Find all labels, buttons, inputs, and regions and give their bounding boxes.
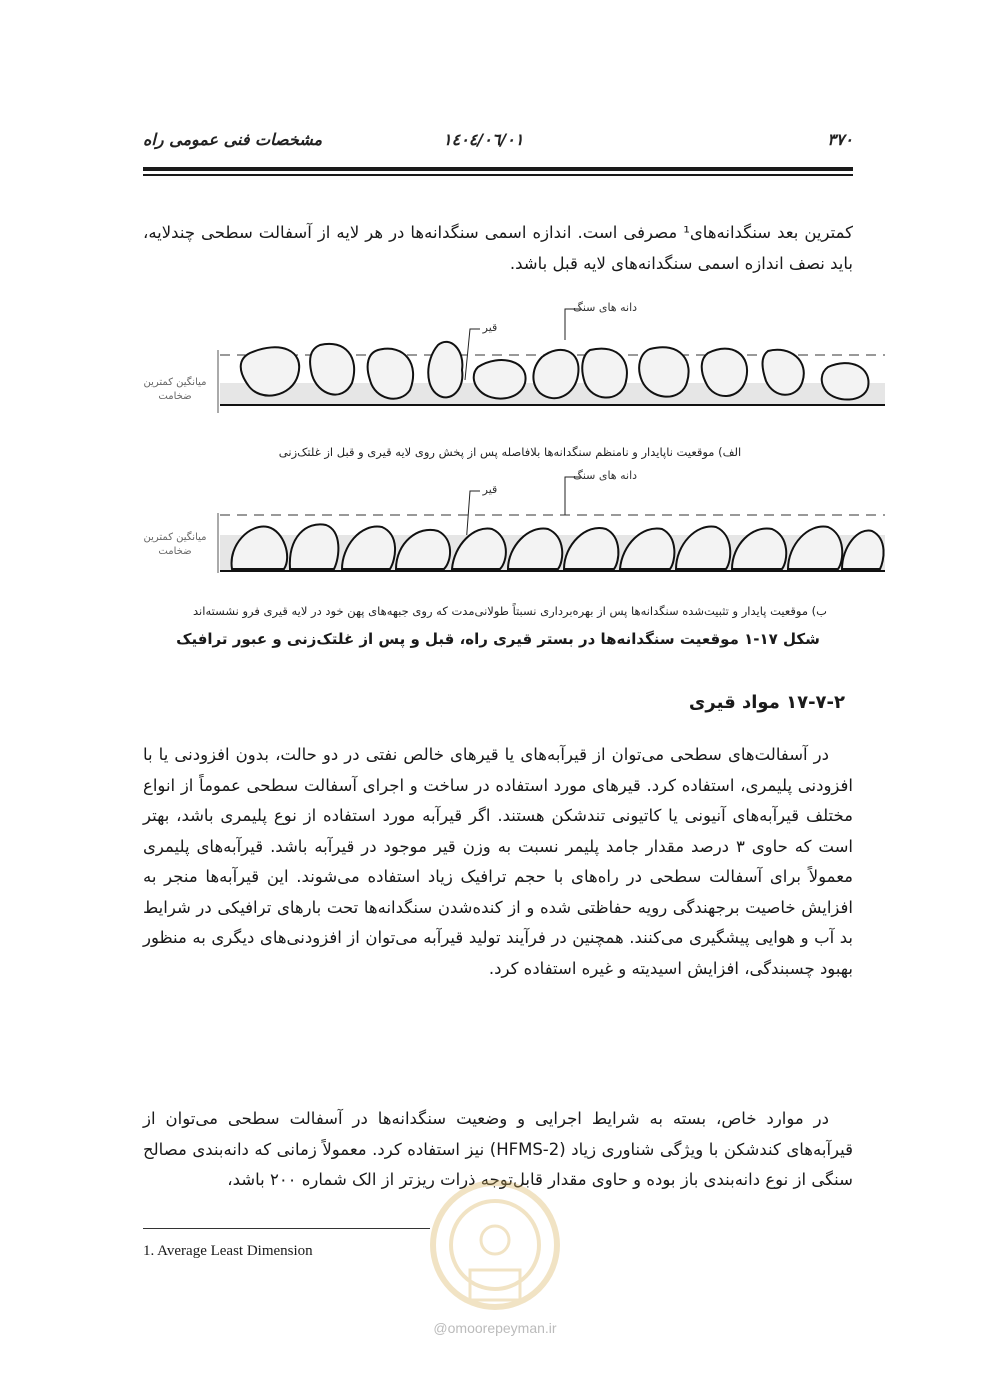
ald-label-2: ضخامت — [158, 391, 192, 402]
stones-label: دانه های سنگ — [572, 301, 638, 314]
stones-group-b — [232, 524, 884, 569]
figure-caption-a: الف) موقعیت ناپایدار و نامنظم سنگدانه‌ها بلافاصله پس از پخش روی لایه قیری و قبل از غلتک‌زنی — [278, 445, 742, 459]
footnote: 1. Average Least Dimension — [143, 1243, 313, 1259]
body-paragraph-2: در موارد خاص، بسته به شرایط اجرایی و وضعیت سنگدانه‌ها در آسفالت سطحی می‌توان از قیرآبه‌های کندشکن با ویژگی شناوری زیاد (HFMS-2) نیز استفاده کرد. معمولاً زمانی که دانه‌بندی مصالح سنگی از نوع دانه‌بندی باز بوده و حاوی مقدار قابل‌توجه ذرات ریزتر از الک شماره ۲۰۰ باشد، — [143, 1109, 854, 1189]
bitumen-label-b: قیر — [482, 483, 498, 496]
section-heading: ۱۷-۷-۲ مواد قیری — [688, 692, 845, 713]
watermark-text: @omoorepeyman.ir — [433, 1320, 557, 1336]
page-number: ۳۷۰ — [827, 130, 853, 149]
ald-label-b: میانگین کمترین — [143, 532, 207, 543]
intro-paragraph: کمترین بعد سنگدانه‌های¹ مصرفی است. اندازه اسمی سنگدانه‌ها در هر لایه از آسفالت سطحی چندلایه، باید نصف اندازه اسمی سنگدانه‌های لایه قبل باشد. — [143, 223, 854, 273]
footnote-rule — [143, 1228, 430, 1229]
figure-a-diagram — [120, 295, 890, 425]
stones-leader-b — [565, 477, 580, 515]
header-rule-thin — [143, 174, 853, 176]
watermark-logo — [400, 1170, 590, 1320]
ald-label-b-2: ضخامت — [158, 546, 192, 557]
stones-label-b: دانه های سنگ — [572, 469, 638, 482]
header-rule-thick — [143, 167, 853, 171]
figure-title: شکل ۱۷-۱ موقعیت سنگدانه‌ها در بستر قیری راه، قبل و پس از غلتک‌زنی و عبور ترافیک — [176, 630, 820, 648]
figure-b-diagram — [120, 465, 890, 595]
figure-caption-b: ب) موقعیت پایدار و تثبیت‌شده سنگدانه‌ها پس از بهره‌برداری نسبتاً طولانی‌مدت که روی جبهه‌های پهن خود در لایه قیری فرو نشسته‌اند — [193, 604, 827, 618]
body-paragraph-1: در آسفالت‌های سطحی می‌توان از قیرآبه‌های یا قیرهای خالص نفتی در دو حالت، بدون افزودنی یا با افزودنی پلیمری، استفاده کرد. قیرهای مورد استفاده در ساخت و اجرای آسفالت سطحی عموماً از انواع مختلف قیرآبه‌های آنیونی یا کاتیونی تندشکن هستند. اگر قیرآبه مورد استفاده از نوع پلیمری باشد، بهتر است که حاوی ۳ درصد مقدار جامد پلیمر نسبت به وزن قیر موجود در قیرآبه باشد. قیرآبه‌های پلیمری معمولاً برای آسفالت سطحی در راه‌های با حجم ترافیک زیاد استفاده می‌شوند. این قیرآبه‌ها منجر به افزایش خاصیت برجهندگی رویه حفاظتی شده و از کنده‌شدن سنگدانه‌ها تحت بارهای ترافیکی در شرایط بد آب و هوایی پیشگیری می‌کنند. همچنین در فرآیند تولید قیرآبه می‌توان از افزودنی‌های دیگری به منظور بهبود چسبندگی، افزایش اسیدیته و غیره استفاده کرد. — [143, 745, 853, 978]
ald-label: میانگین کمترین — [143, 377, 207, 388]
bitumen-label: قیر — [482, 321, 498, 334]
header-date: ۱٤۰٤/۰٦/۰۱ — [443, 130, 524, 149]
page-header — [143, 130, 853, 160]
stones-group — [241, 342, 869, 400]
header-title: مشخصات فنی عمومی راه — [143, 130, 323, 149]
